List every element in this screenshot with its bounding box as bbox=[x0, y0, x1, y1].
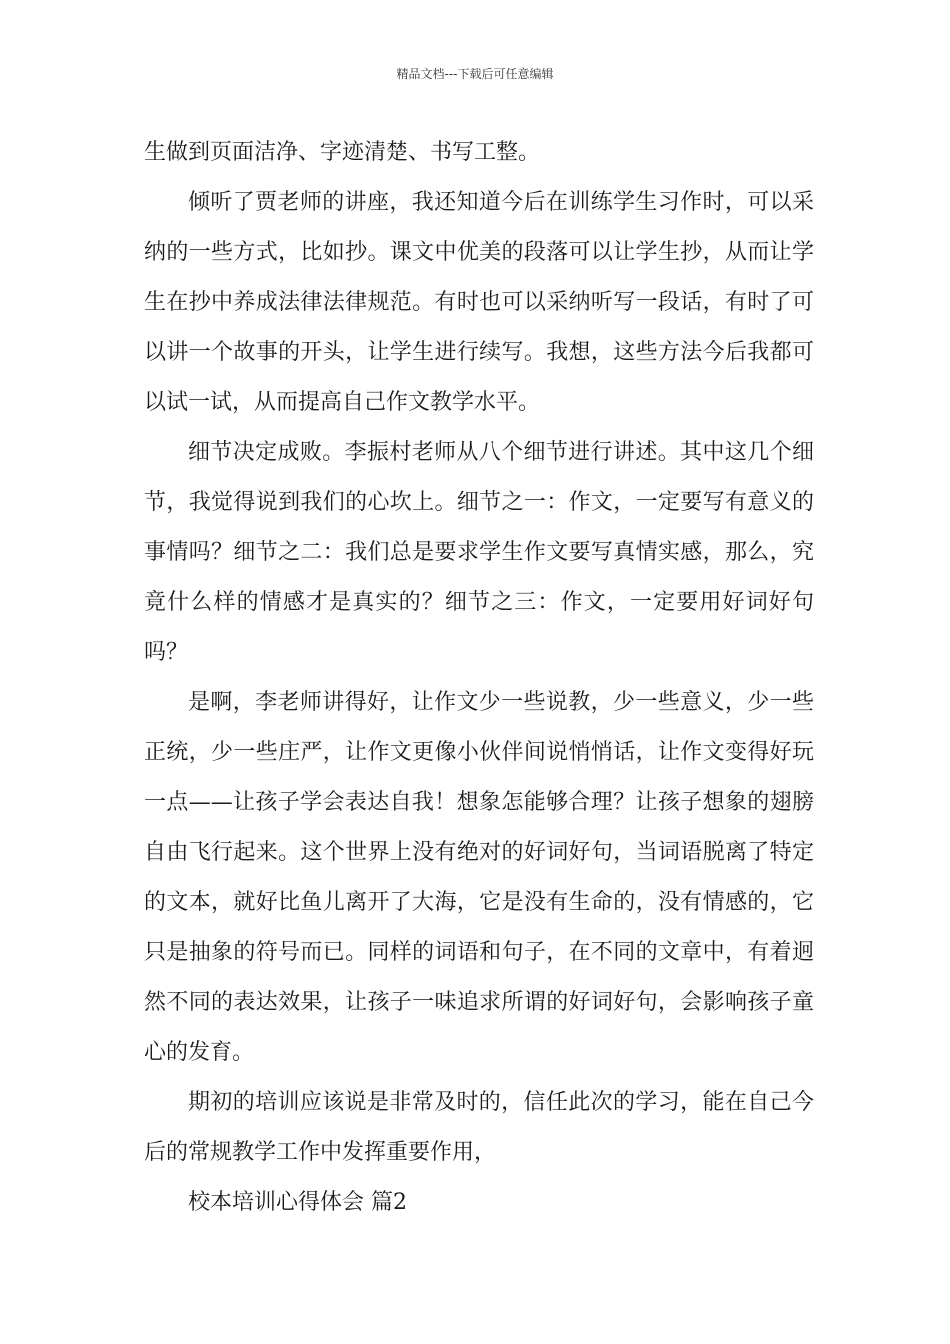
paragraph: 是啊，李老师讲得好，让作文少一些说教，少一些意义，少一些正统，少一些庄严，让作文更像小伙伴间说悄悄话，让作文变得好玩一点——让孩子学会表达自我！想象怎能够合理？让孩子想象的翅膀自由飞行起来。这个世界上没有绝对的好词好句，当词语脱离了特定的文本，就好比鱼儿离开了大海，它是没有生命的，没有情感的，它只是抽象的符号而已。同样的词语和句子，在不同的文章中，有着迥然不同的表达效果，让孩子一味追求所谓的好词好句，会影响孩子童心的发育。 bbox=[144, 690, 814, 1065]
section-title: 校本培训心得体会 篇2 bbox=[188, 1190, 407, 1215]
paragraph: 细节决定成败。李振村老师从八个细节进行讲述。其中这几个细节，我觉得说到我们的心坎上。细节之一：作文，一定要写有意义的事情吗？细节之二：我们总是要求学生作文要写真情实感，那么，究竟什么样的情感才是真实的？细节之三：作文，一定要用好词好句吗？ bbox=[144, 440, 814, 665]
paragraph-continuation: 生做到页面洁净、字迹清楚、书写工整。 bbox=[144, 140, 541, 165]
paragraph: 倾听了贾老师的讲座，我还知道今后在训练学生习作时，可以采纳的一些方式，比如抄。课文中优美的段落可以让学生抄，从而让学生在抄中养成法律法律规范。有时也可以采纳听写一段话，有时了可以讲一个故事的开头，让学生进行续写。我想，这些方法今后我都可以试一试，从而提高自己作文教学水平。 bbox=[144, 190, 814, 415]
paragraph: 期初的培训应该说是非常及时的，信任此次的学习，能在自己今后的常规教学工作中发挥重要作用， bbox=[144, 1090, 814, 1165]
document-body bbox=[144, 128, 814, 1228]
page-header: 精品文档---下载后可任意编辑 bbox=[396, 67, 554, 81]
